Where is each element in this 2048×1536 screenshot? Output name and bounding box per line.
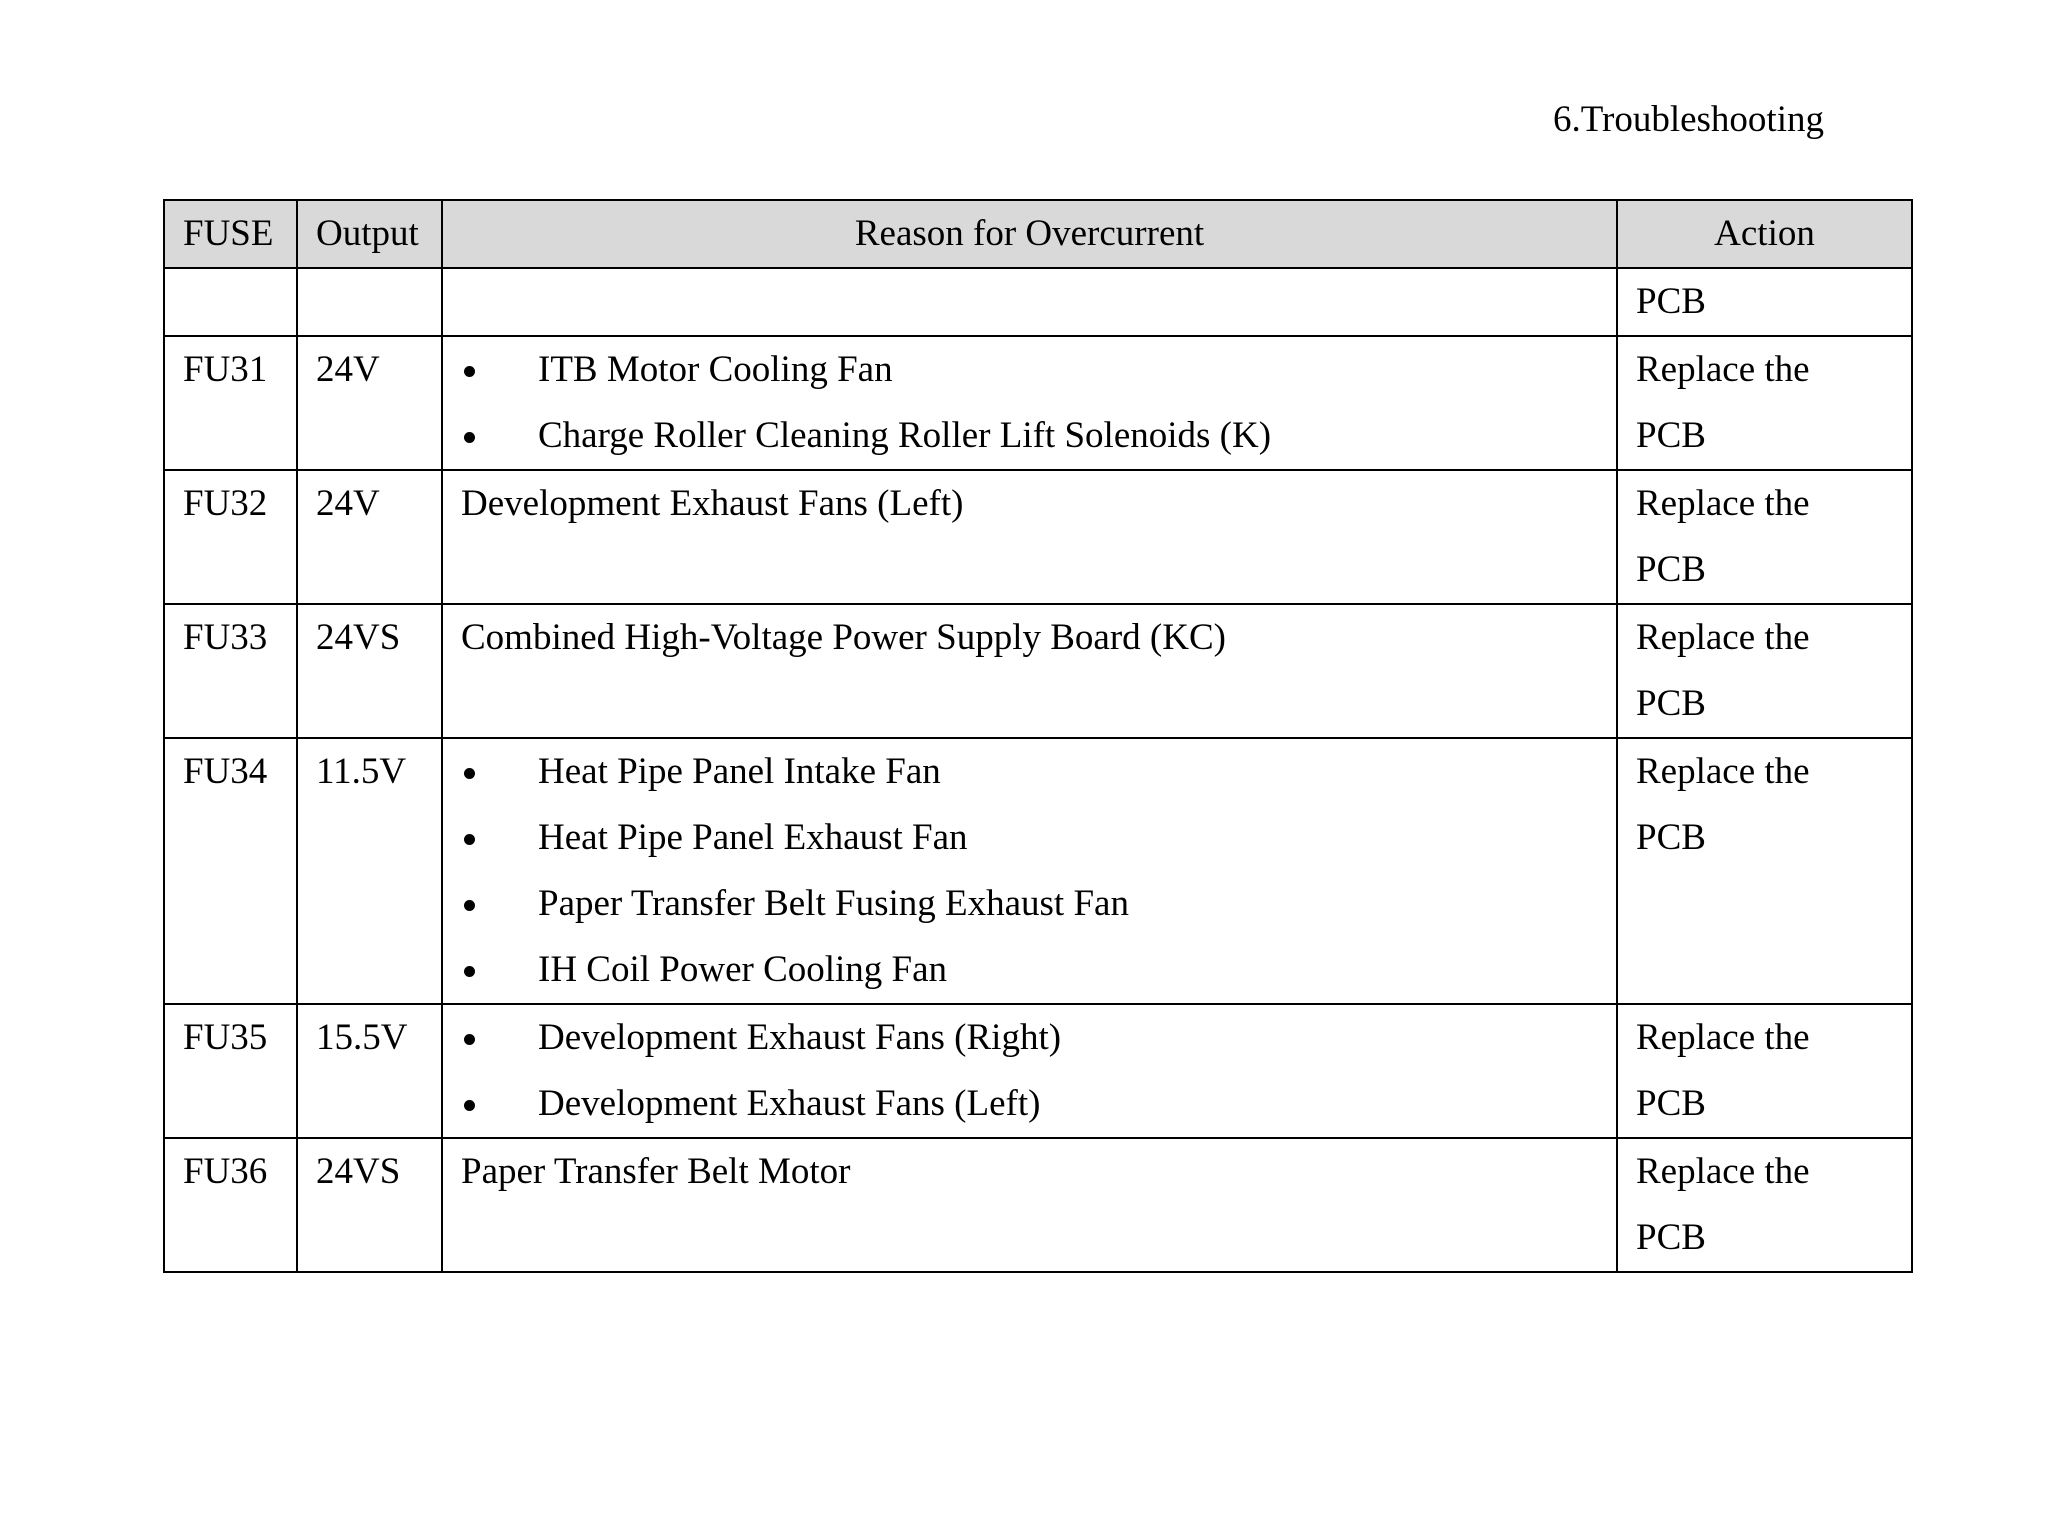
- reason-list: [461, 739, 1598, 1003]
- table-row: [164, 738, 1912, 1004]
- action-cell: [1617, 336, 1912, 470]
- action-text: PCB: [1636, 1083, 1706, 1124]
- action-cell: [1617, 470, 1912, 604]
- bullet-icon: [464, 768, 475, 779]
- output-cell: 15.5V: [297, 1004, 442, 1138]
- reason-list: [461, 337, 1598, 469]
- reason-text: Development Exhaust Fans (Left): [461, 483, 964, 524]
- fuse-cell: FU36: [164, 1138, 297, 1272]
- fuse-table: [163, 199, 1913, 1273]
- column-header-reason: Reason for Overcurrent: [442, 200, 1617, 268]
- action-text: Replace the: [1636, 1017, 1810, 1058]
- action-text: Replace the: [1636, 617, 1810, 658]
- action-text: Replace the: [1636, 483, 1810, 524]
- reason-text: Paper Transfer Belt Fusing Exhaust Fan: [538, 883, 1129, 924]
- reason-text: Heat Pipe Panel Intake Fan: [538, 751, 941, 792]
- reason-item: [461, 739, 1598, 805]
- bullet-icon: [464, 1100, 475, 1111]
- action-cell: [1617, 604, 1912, 738]
- output-cell: 24VS: [297, 604, 442, 738]
- reason-cell: [442, 470, 1617, 604]
- fuse-cell: FU32: [164, 470, 297, 604]
- output-cell: [297, 268, 442, 336]
- reason-item: [461, 403, 1598, 469]
- bullet-icon: [464, 366, 475, 377]
- reason-text: IH Coil Power Cooling Fan: [538, 949, 948, 990]
- action-text: PCB: [1636, 281, 1706, 322]
- fuse-cell: [164, 268, 297, 336]
- table-row: [164, 268, 1912, 336]
- action-cell: [1617, 1004, 1912, 1138]
- reason-text: Combined High-Voltage Power Supply Board (KC): [461, 617, 1226, 658]
- reason-item: [461, 871, 1598, 937]
- reason-text: Charge Roller Cleaning Roller Lift Solenoids (K): [538, 415, 1272, 456]
- action-text: PCB: [1636, 549, 1706, 590]
- bullet-icon: [464, 900, 475, 911]
- reason-list: [461, 1005, 1598, 1137]
- action-text: PCB: [1636, 817, 1706, 858]
- table-row: [164, 1004, 1912, 1138]
- reason-item: [461, 1071, 1598, 1137]
- bullet-icon: [464, 1034, 475, 1045]
- column-header-fuse: FUSE: [164, 200, 297, 268]
- table-row: [164, 1138, 1912, 1272]
- reason-item: [461, 337, 1598, 403]
- table-header-row: [164, 200, 1912, 268]
- reason-cell: [442, 336, 1617, 470]
- reason-cell: [442, 1138, 1617, 1272]
- bullet-icon: [464, 834, 475, 845]
- reason-cell: [442, 268, 1617, 336]
- output-cell: 11.5V: [297, 738, 442, 1004]
- section-header: 6.Troubleshooting: [1552, 99, 1824, 140]
- bullet-icon: [464, 966, 475, 977]
- fuse-cell: FU33: [164, 604, 297, 738]
- action-text: Replace the: [1636, 751, 1810, 792]
- bullet-icon: [464, 432, 475, 443]
- reason-cell: [442, 738, 1617, 1004]
- column-header-output: Output: [297, 200, 442, 268]
- action-text: PCB: [1636, 1217, 1706, 1258]
- table-row: [164, 604, 1912, 738]
- fuse-cell: FU35: [164, 1004, 297, 1138]
- action-text: PCB: [1636, 415, 1706, 456]
- table-row: [164, 336, 1912, 470]
- output-cell: 24VS: [297, 1138, 442, 1272]
- action-text: PCB: [1636, 683, 1706, 724]
- fuse-cell: FU34: [164, 738, 297, 1004]
- output-cell: 24V: [297, 470, 442, 604]
- table-row: [164, 470, 1912, 604]
- reason-item: [461, 805, 1598, 871]
- output-cell: 24V: [297, 336, 442, 470]
- action-cell: [1617, 1138, 1912, 1272]
- action-text: Replace the: [1636, 349, 1810, 390]
- reason-item: [461, 1005, 1598, 1071]
- action-text: Replace the: [1636, 1151, 1810, 1192]
- action-cell: [1617, 268, 1912, 336]
- reason-text: Heat Pipe Panel Exhaust Fan: [538, 817, 968, 858]
- fuse-cell: FU31: [164, 336, 297, 470]
- reason-cell: [442, 1004, 1617, 1138]
- reason-text: Paper Transfer Belt Motor: [461, 1151, 851, 1192]
- reason-item: [461, 937, 1598, 1003]
- action-cell: [1617, 738, 1912, 1004]
- reason-cell: [442, 604, 1617, 738]
- column-header-action: Action: [1617, 200, 1912, 268]
- reason-text: Development Exhaust Fans (Right): [538, 1017, 1062, 1058]
- reason-text: ITB Motor Cooling Fan: [538, 349, 893, 390]
- reason-text: Development Exhaust Fans (Left): [538, 1083, 1041, 1124]
